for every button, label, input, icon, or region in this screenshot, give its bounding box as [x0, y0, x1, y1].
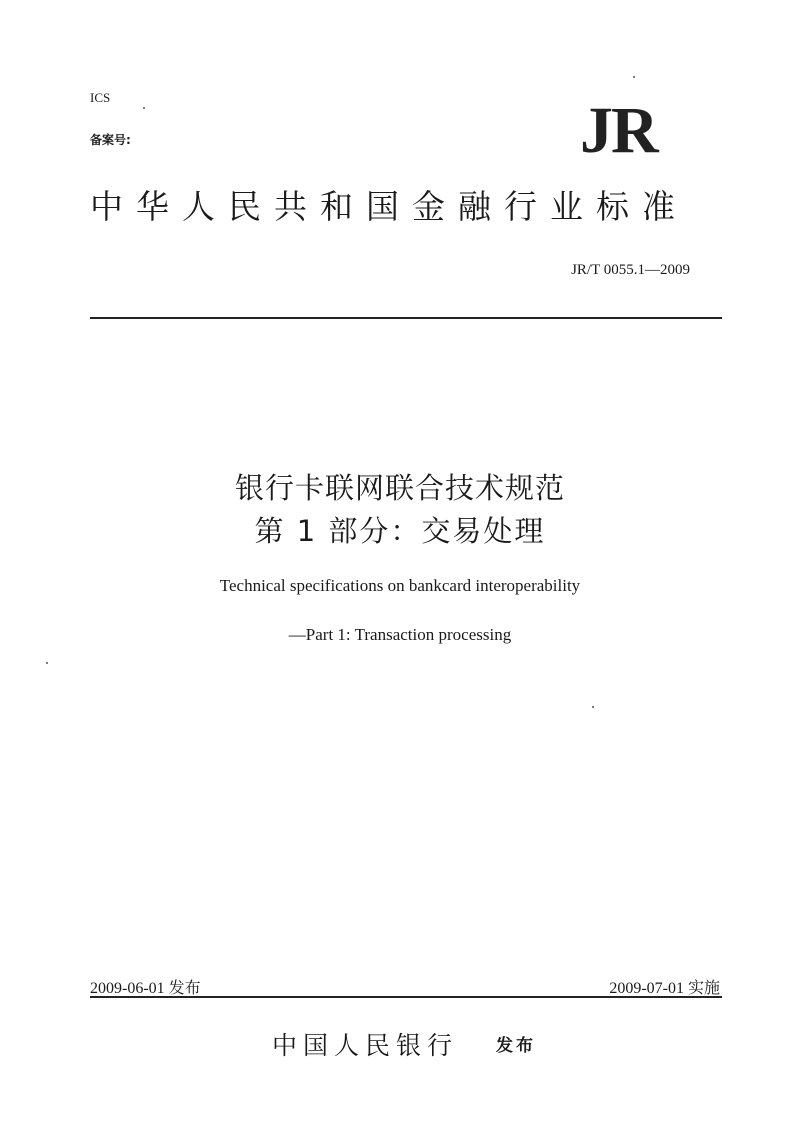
standard-title: 中华人民共和国金融行业标准: [90, 187, 688, 226]
implementation-date: 2009-07-01 实施: [609, 980, 720, 997]
issue-label: 发布: [496, 1036, 536, 1056]
chinese-title-line-2: 第 1 部分：交易处理: [254, 514, 546, 548]
jr-logo: JR: [580, 94, 657, 167]
bottom-divider: [90, 996, 722, 998]
scan-speck: [143, 107, 145, 109]
issuer-name: 中国人民银行: [272, 1031, 459, 1060]
standard-code: JR/T 0055.1—2009: [571, 262, 690, 278]
english-title-line-1: Technical specifications on bankcard interoperability: [219, 576, 581, 595]
scan-speck: [46, 662, 48, 664]
scan-speck: [633, 76, 635, 78]
record-number-label: 备案号:: [90, 133, 131, 147]
top-divider: [90, 317, 722, 319]
ics-label: ICS: [90, 90, 111, 105]
issue-date: 2009-06-01 发布: [90, 980, 201, 997]
scan-speck: [592, 706, 594, 708]
english-title-line-2: —Part 1: Transaction processing: [288, 625, 512, 644]
chinese-title-line-1: 银行卡联网联合技术规范: [234, 471, 565, 505]
